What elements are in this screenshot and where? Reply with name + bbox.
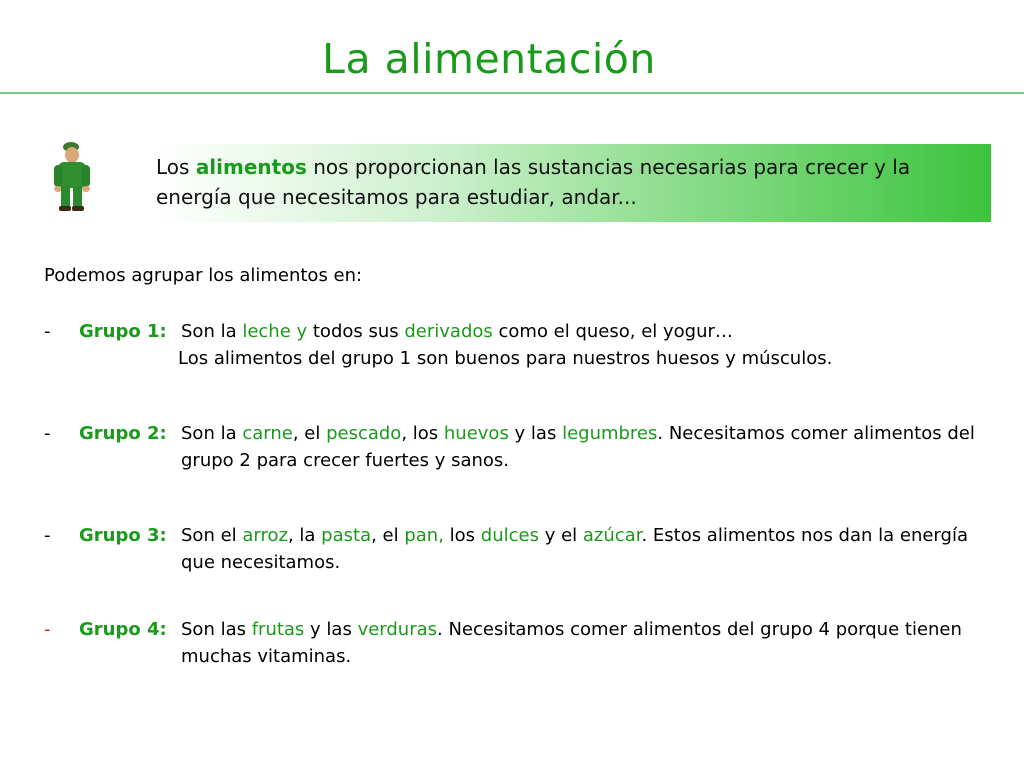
intro-text: Los alimentos nos proporcionan las sustancias necesarias para crecer y la energía que necesitamos para estudiar, andar...	[156, 155, 911, 209]
group-4-bullet: -	[44, 619, 51, 640]
group-2	[44, 420, 1004, 476]
slide-title: La alimentación	[322, 35, 656, 83]
group-3	[44, 522, 1004, 578]
group-1	[44, 318, 1004, 374]
farmer-figure-icon	[48, 138, 96, 212]
group-2-text: Son la carne, el pescado, los huevos y las legumbres. Necesitamos comer alimentos del grupo 2 para crecer fuertes y sanos.	[181, 423, 975, 471]
group-3-text: Son el arroz, la pasta, el pan, los dulces y el azúcar. Estos alimentos nos dan la energía que necesitamos.	[181, 525, 968, 573]
lead-text: Podemos agrupar los alimentos en:	[44, 265, 363, 286]
group-2-bullet: -	[44, 423, 51, 444]
group-4	[44, 616, 1004, 672]
group-1-line-2: Los alimentos del grupo 1 son buenos para nuestros huesos y músculos.	[178, 348, 833, 369]
title-divider	[0, 92, 1024, 94]
group-1-line-1: Son la leche y todos sus derivados como el queso, el yogur…	[181, 321, 733, 342]
group-3-bullet: -	[44, 525, 51, 546]
group-1-bullet: -	[44, 321, 51, 342]
group-2-label: Grupo 2:	[79, 423, 167, 444]
group-4-text: Son las frutas y las verduras. Necesitamos comer alimentos del grupo 4 porque tienen muchas vitaminas.	[181, 619, 962, 667]
group-1-label: Grupo 1:	[79, 321, 167, 342]
group-3-label: Grupo 3:	[79, 525, 167, 546]
group-4-label: Grupo 4:	[79, 619, 167, 640]
keyword-alimentos: alimentos	[195, 155, 307, 179]
